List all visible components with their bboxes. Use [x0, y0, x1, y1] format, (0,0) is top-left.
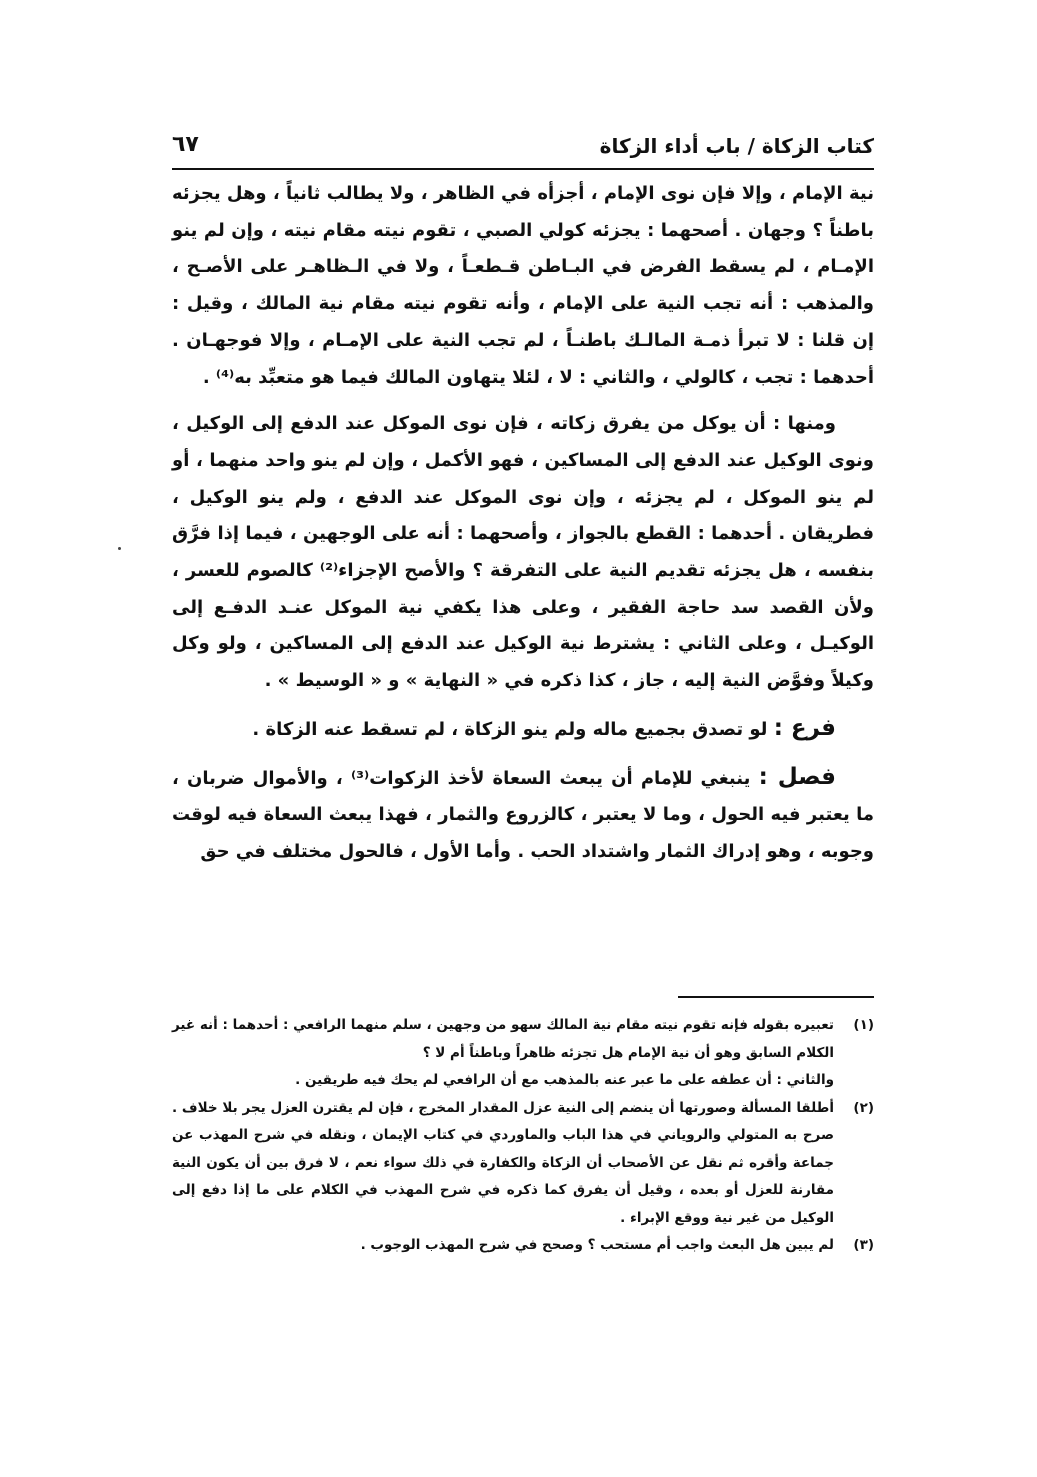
paragraph-2: ومنها : أن يوكل من يفرق زكاته ، فإن نوى الموكل عند الدفع إلى الوكيل ، ونوى الوكيل عند الدفع إلى المساكين ، فهو الأكمل ، وإن لم ينو واحد منهما ، أو لم ينو الموكل ، لم يجزئه ، وإن نوى الموكل عند الدفع ، ولم ينو الوكيل ، فطريقان . أحدهما : القطع بالجواز ، وأصحهما : أنه على الوجهين ، فيما إذا فرَّق بنفسه ، هل يجزئه تقديم النية على التفرقة ؟ والأصح الإجزاء⁽²⁾ كالصوم للعسر ، ولأن القصد سد حاجة الفقير ، وعلى هذا يكفي نية الموكل عنـد الدفـع إلى الوكيـل ، وعلى الثاني : يشترط نية الوكيل عند الدفع إلى المساكين ، ولو وكل وكيلاً وفوَّض النية إليه ، جاز ، كذا ذكره في « النهاية » و « الوسيط » .: [172, 413, 874, 692]
footnote-1: [172, 1012, 874, 1095]
main-text: [172, 176, 874, 976]
footnote-separator: [678, 996, 874, 998]
footnote-body: [172, 1012, 834, 1095]
footnote-marker: (٣): [853, 1237, 874, 1253]
footnotes: [172, 1012, 874, 1260]
header-rule: [172, 168, 874, 170]
running-head: [172, 122, 874, 170]
footnote-3: [172, 1232, 874, 1260]
paragraph-1: نية الإمام ، وإلا فإن نوى الإمام ، أجزأه في الظاهر ، ولا يطالب ثانياً ، وهل يجزئه باطناً ؟ وجهان . أصحهما : يجزئه كولي الصبي ، تقوم نيته مقام نيته ، وإن لم ينو الإمـام ، لم يسقط الفرض في البـاطن قـطعـاً ، ولا في الـظاهـر على الأصـح ، والمذهب : أنه تجب النية على الإمام ، وأنه تقوم نيته مقام نية المالك ، وقيل : إن قلنا : لا تبرأ ذمـة المالـك باطنـاً ، لم تجب النية على الإمـام ، وإلا فوجهـان . أحدهما : تجب ، كالولي ، والثاني : لا ، لئلا يتهاون المالك فيما هو متعبِّد به⁽⁴⁾ .: [172, 183, 874, 388]
paragraph-4-text: ينبغي للإمام أن يبعث السعاة لأخذ الزكوات⁽³⁾ ، والأموال ضربان ، ما يعتبر فيه الحول ، وما لا يعتبر ، كالزروع والثمار ، فهذا يبعث السعاة فيه لوقت وجوبه ، وهو إدراك الثمار واشتداد الحب . وأما الأول ، فالحول مختلف في حق: [172, 767, 874, 862]
footnote-marker: (٢): [853, 1099, 874, 1116]
fasl-heading: فصل :: [758, 763, 836, 790]
page-number: ٦٧: [172, 132, 199, 157]
paragraph-4: [172, 759, 874, 871]
footnote-2: [172, 1095, 874, 1233]
chapter-title: كتاب الزكاة / باب أداء الزكاة: [599, 134, 874, 158]
footnote-text: أطلقا المسألة وصورتها أن ينضم إلى النية عزل المقدار المخرج ، فإن لم يقترن العزل يجر بلا خلاف . صرح به المتولي والروياني في هذا الباب والماوردي في كتاب الإيمان ، ونقله في شرح المهذب عن جماعة وأقره ثم نقل عن الأصحاب أن الزكاة والكفارة في ذلك سواء نعم ، لا فرق بين أن يكون النية مقارنة للعزل أو بعده ، وقيل أن يفرق كما ذكره في شرح المهذب في الكلام على ما إذا دفع إلى الوكيل من غير نية ووقع الإبراء .: [172, 1099, 834, 1226]
footnote-text: تعبيره بقوله فإنه تقوم نيته مقام نية المالك سهو من وجهين ، سلم منهما الرافعي : أحدهما : أنه غير الكلام السابق وهو أن نية الإمام هل تجزئه ظاهراً وباطناً أم لا ؟: [172, 1017, 834, 1061]
far-heading: فرع :: [773, 714, 836, 741]
footnote-text: لم يبين هل البعث واجب أم مستحب ؟ وصحح في شرح المهذب الوجوب .: [360, 1237, 834, 1253]
footnote-text: والثاني : أن عطفه على ما عبر عنه بالمذهب مع أن الرافعي لم يحك فيه طريقين .: [295, 1072, 834, 1088]
stray-mark: [118, 547, 121, 550]
footnote-marker: (١): [853, 1017, 874, 1033]
paragraph-3-text: لو تصدق بجميع ماله ولم ينو الزكاة ، لم تسقط عنه الزكاة .: [252, 718, 774, 740]
paragraph-3: [172, 710, 874, 749]
